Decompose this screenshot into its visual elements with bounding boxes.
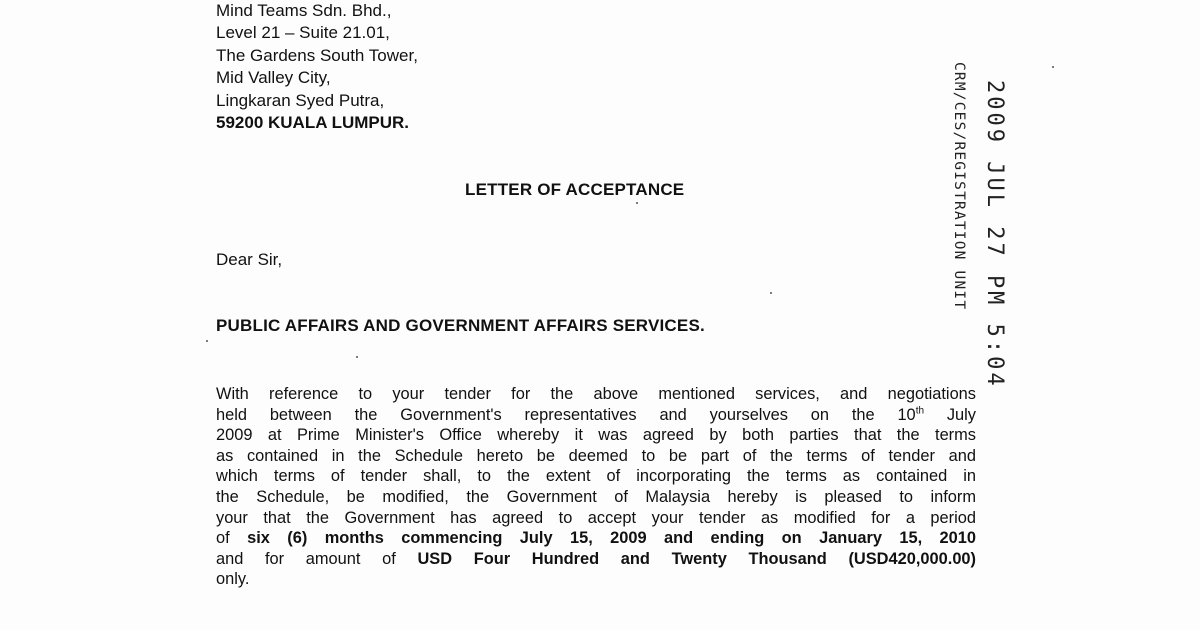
stamp-unit-text: CRM/CES/REGISTRATION UNIT bbox=[951, 62, 967, 311]
body-text: 2009 at Prime Minister's Office whereby it was agreed by both parties that the terms bbox=[216, 426, 976, 445]
recipient-address bbox=[216, 0, 576, 134]
contract-period: six (6) months commencing July 15, 2009 and ending on January 15, 2010 bbox=[247, 529, 976, 548]
body-line bbox=[216, 569, 976, 590]
body-line bbox=[216, 384, 976, 405]
scan-speck bbox=[1052, 66, 1054, 68]
address-line-area: Mid Valley City, bbox=[216, 68, 331, 88]
body-line bbox=[216, 446, 976, 467]
address-line-company: Mind Teams Sdn. Bhd., bbox=[216, 1, 392, 20]
scan-speck bbox=[770, 292, 772, 294]
body-line bbox=[216, 549, 976, 570]
address-line-street: Lingkaran Syed Putra, bbox=[216, 90, 385, 110]
scan-speck bbox=[636, 202, 638, 204]
contract-amount: USD Four Hundred and Twenty Thousand (USD420,000.00) bbox=[417, 549, 977, 568]
body-paragraph bbox=[216, 384, 976, 590]
letter-subject: PUBLIC AFFAIRS AND GOVERNMENT AFFAIRS SERVICES. bbox=[216, 316, 705, 335]
body-line bbox=[216, 528, 976, 549]
salutation: Dear Sir, bbox=[216, 250, 283, 269]
body-line bbox=[216, 405, 976, 426]
body-line bbox=[216, 425, 976, 446]
stamp-date-text: 2009 JUL 27 PM 5:04 bbox=[982, 80, 1007, 389]
body-line bbox=[216, 508, 976, 529]
body-text: With reference to your tender for the above mentioned services, and negotiations bbox=[216, 385, 976, 403]
body-line bbox=[216, 466, 976, 487]
address-line-building: The Gardens South Tower, bbox=[216, 45, 418, 65]
body-line bbox=[216, 487, 976, 508]
body-text: which terms of tender shall, to the extent of incorporating the terms as contained in bbox=[216, 467, 976, 486]
scan-speck bbox=[206, 340, 208, 342]
address-line-city: 59200 KUALA LUMPUR. bbox=[216, 113, 410, 133]
ordinal-superscript: th bbox=[915, 405, 925, 417]
body-text: and for amount of bbox=[216, 549, 418, 568]
body-text: the Schedule, be modified, the Government of Malaysia hereby is pleased to inform bbox=[216, 487, 976, 506]
body-text: your that the Government has agreed to accept your tender as modified for a period bbox=[216, 508, 976, 527]
received-stamp bbox=[925, 62, 1015, 389]
body-text: only. bbox=[216, 570, 250, 589]
body-text: of bbox=[216, 529, 248, 548]
body-text: held between the Government's representatives and yourselves on the 10 bbox=[216, 405, 916, 424]
address-line-level: Level 21 – Suite 21.01, bbox=[216, 23, 390, 43]
scan-speck bbox=[356, 356, 358, 358]
body-text: as contained in the Schedule hereto be deemed to be part of the terms of tender and bbox=[216, 446, 976, 465]
body-text: July bbox=[924, 405, 977, 424]
letter-title: LETTER OF ACCEPTANCE bbox=[465, 180, 685, 199]
